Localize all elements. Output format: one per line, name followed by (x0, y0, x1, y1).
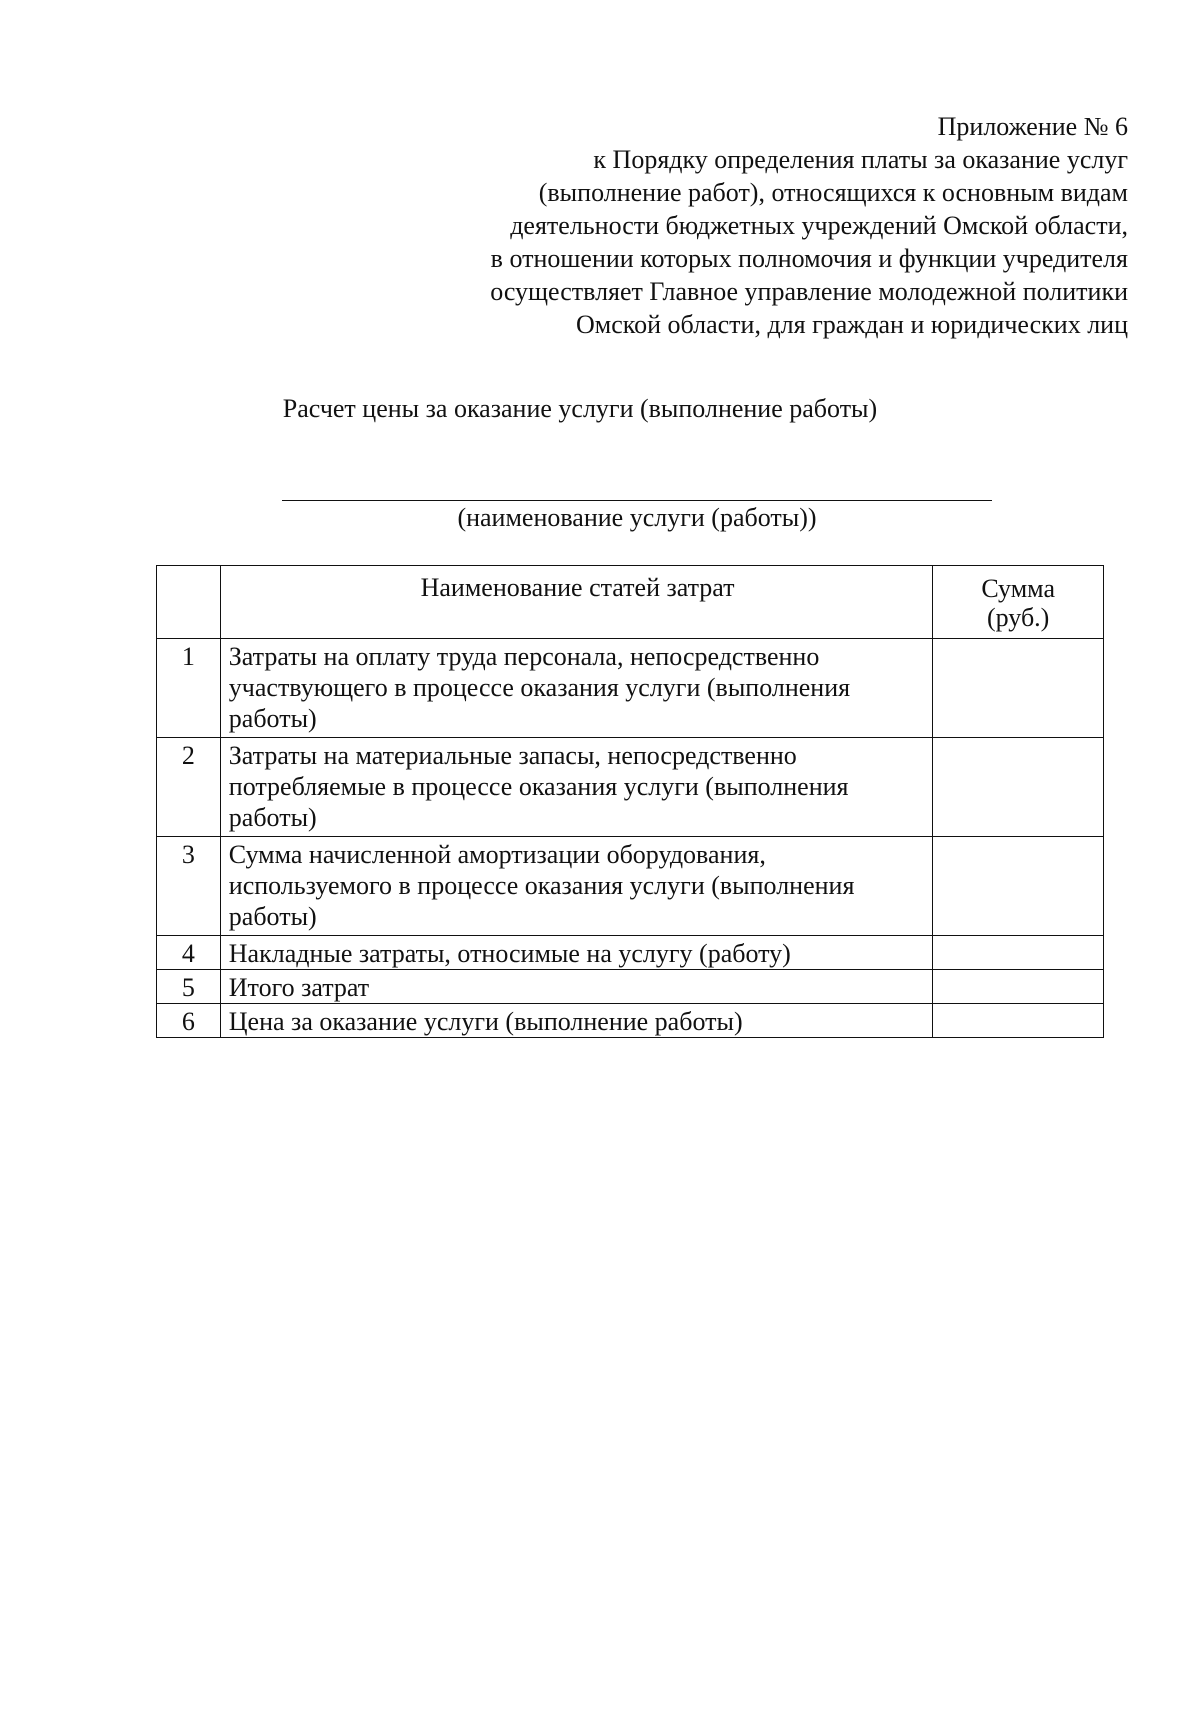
header-name-cell: Наименование статей затрат (220, 566, 933, 639)
service-name-blank-line (282, 500, 992, 501)
annex-header (368, 110, 1128, 341)
table-row (157, 1004, 1104, 1038)
row-name: Цена за оказание услуги (выполнение работы) (220, 1004, 933, 1038)
row-number: 5 (157, 970, 221, 1004)
row-number: 4 (157, 936, 221, 970)
header-number-cell (157, 566, 221, 639)
header-sum-cell (933, 566, 1104, 639)
row-sum (933, 738, 1104, 837)
table-row (157, 639, 1104, 738)
row-number: 6 (157, 1004, 221, 1038)
table-row (157, 738, 1104, 837)
annex-line: Омской области, для граждан и юридических лиц (576, 310, 1128, 339)
row-name: Затраты на материальные запасы, непосредственно потребляемые в процессе оказания услуги (выполнения работы) (220, 738, 933, 837)
annex-line: в отношении которых полномочия и функции учредителя (490, 244, 1128, 273)
service-name-caption: (наименование услуги (работы)) (457, 503, 817, 532)
row-number: 2 (157, 738, 221, 837)
row-name: Затраты на оплату труда персонала, непосредственно участвующего в процессе оказания услуги (выполнения работы) (220, 639, 933, 738)
header-sum-label: Сумма (981, 574, 1055, 603)
annex-line: Приложение № 6 (937, 112, 1128, 141)
row-name: Итого затрат (220, 970, 933, 1004)
row-number: 3 (157, 837, 221, 936)
annex-line: (выполнение работ), относящихся к основным видам (538, 178, 1128, 207)
row-sum (933, 837, 1104, 936)
document-title: Расчет цены за оказание услуги (выполнение работы) (282, 394, 878, 423)
table-header-row (157, 566, 1104, 639)
row-sum (933, 1004, 1104, 1038)
row-name: Накладные затраты, относимые на услугу (работу) (220, 936, 933, 970)
cost-table (156, 565, 1104, 1038)
row-sum (933, 936, 1104, 970)
row-name: Сумма начисленной амортизации оборудования, используемого в процессе оказания услуги (выполнения работы) (220, 837, 933, 936)
table-row (157, 970, 1104, 1004)
annex-line: к Порядку определения платы за оказание услуг (593, 145, 1128, 174)
table-row (157, 936, 1104, 970)
header-sum-unit: (руб.) (986, 603, 1050, 632)
row-number: 1 (157, 639, 221, 738)
table-row (157, 837, 1104, 936)
annex-line: деятельности бюджетных учреждений Омской области, (510, 211, 1128, 240)
annex-line: осуществляет Главное управление молодежной политики (490, 277, 1128, 306)
row-sum (933, 639, 1104, 738)
row-sum (933, 970, 1104, 1004)
